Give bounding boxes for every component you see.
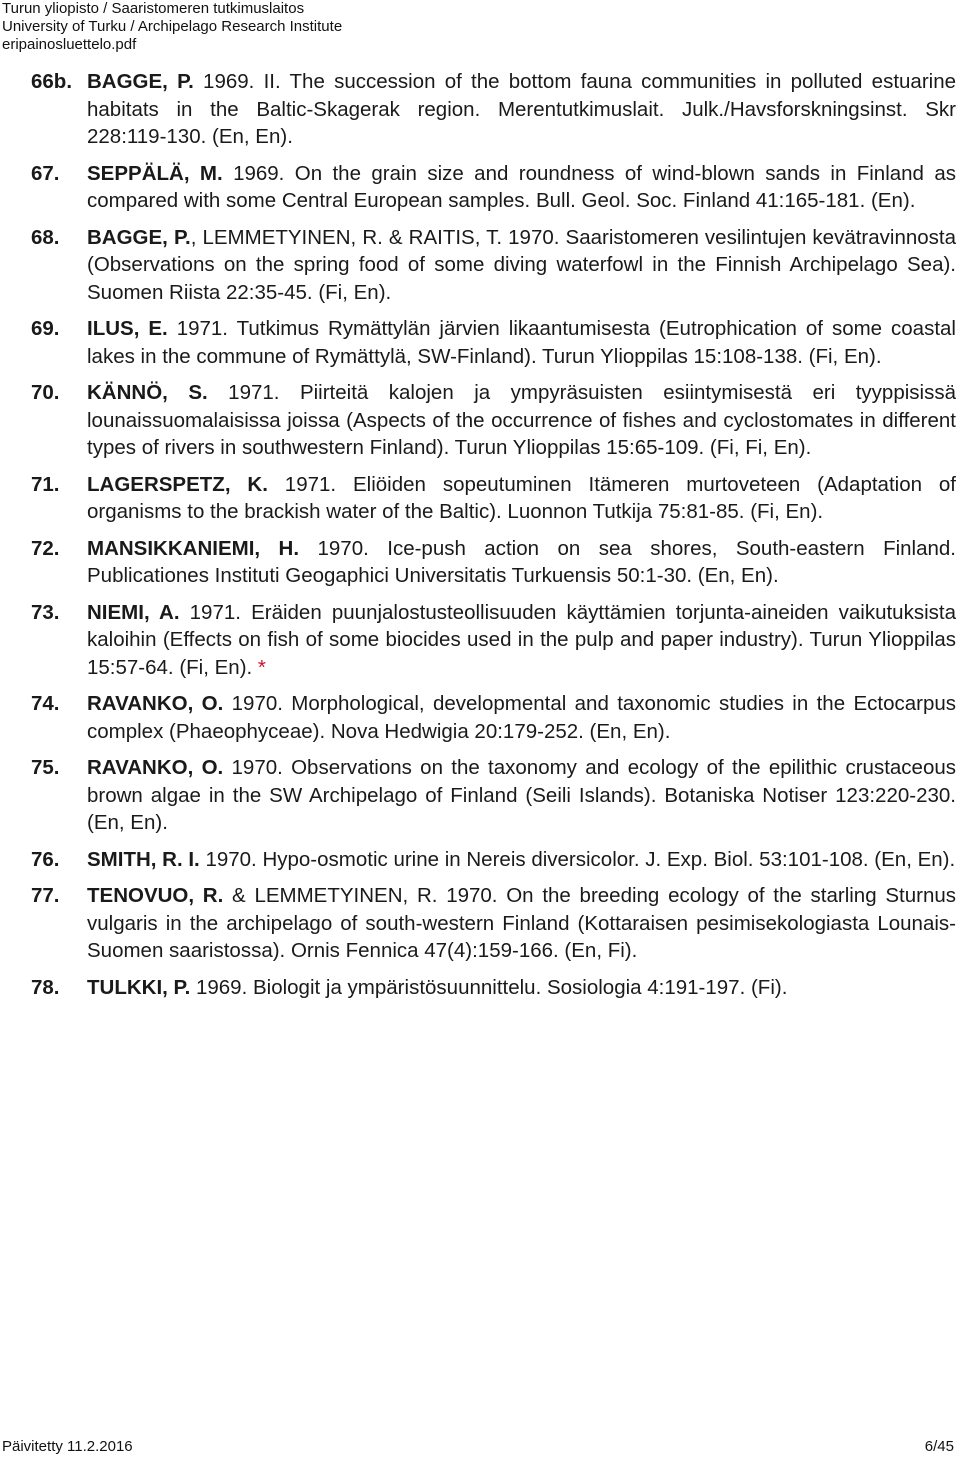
footer-page-number: 6/45 <box>924 1438 954 1455</box>
entry-text <box>87 315 956 370</box>
entry-details: 1970. Morphological, developmental and taxonomic studies in the Ectocarpus complex (Phaeophyceae). Nova Hedwigia 20:179-252. (En, En). <box>87 692 957 743</box>
reference-entry <box>31 315 956 370</box>
entry-author: TULKKI, P. <box>87 975 191 999</box>
entry-text <box>87 754 956 837</box>
entry-author: BAGGE, P. <box>87 70 194 93</box>
entry-number: 78. <box>31 975 60 999</box>
page-header <box>2 0 342 54</box>
entry-text <box>87 882 956 965</box>
entry-details: 1969. II. The succession of the bottom fauna communities in polluted estuarine habitats in the Baltic-Skagerak region. Merentutkimuslait. Julk./Havsforskningsinst. Skr 228:119-130. (En, En). <box>87 70 956 148</box>
entry-text <box>87 599 956 682</box>
entry-author: RAVANKO, O. <box>87 692 224 715</box>
entry-number: 71. <box>31 472 60 496</box>
entry-author: TENOVUO, R. <box>87 884 224 907</box>
entry-details: 1969. On the grain size and roundness of wind-blown sands in Finland as compared with some Central European samples. Bull. Geol. Soc. Finland 41:165-181. (En). <box>87 161 956 212</box>
entry-author: SMITH, R. I. <box>87 847 200 871</box>
entry-details: 1971. Tutkimus Rymättylän järvien likaantumisesta (Eutrophication of some coastal lakes in the commune of Rymättylä, SW-Finland). Turun Ylioppilas 15:108-138. (Fi, En). <box>87 317 956 368</box>
header-line-3: eripainosluettelo.pdf <box>2 36 137 53</box>
reference-entry <box>31 471 956 526</box>
entry-details: 1970. Observations on the taxonomy and ecology of the epilithic crustaceous brown algae in the SW Archipelago of Finland (Seili Islands). Botaniska Notiser 123:220-230. (En, En). <box>87 756 956 834</box>
entry-details: & LEMMETYINEN, R. 1970. On the breeding ecology of the starling Sturnus vulgaris in the archipelago of south-western Finland (Kottaraisen pesimisekologiasta Lounais-Suomen saaristossa). Ornis Fennica 47(4):159-166. (En, Fi). <box>87 884 956 962</box>
entry-author: RAVANKO, O. <box>87 756 224 779</box>
entry-details: 1969. Biologit ja ympäristösuunnittelu. Sosiologia 4:191-197. (Fi). <box>190 975 788 999</box>
entry-author: MANSIKKANIEMI, H. <box>87 536 300 560</box>
entry-marker: * <box>257 655 266 679</box>
reference-entry <box>31 160 956 215</box>
entry-number: 66b. <box>31 70 73 93</box>
reference-entry <box>31 535 956 590</box>
entry-details: , LEMMETYINEN, R. & RAITIS, T. 1970. Saaristomeren vesilintujen kevätravinnosta (Observations on the spring food of some diving waterfowl in the Finnish Archipelago Sea). Suomen Riista 22:35-45. (Fi, En). <box>87 225 957 304</box>
reference-entry <box>31 974 956 1002</box>
entry-details: 1971. Eliöiden sopeutuminen Itämeren murtoveteen (Adaptation of organisms to the brackish water of the Baltic). Luonnon Tutkija 75:81-85. (Fi, En). <box>87 472 956 523</box>
entry-number: 72. <box>31 536 60 560</box>
entry-number: 69. <box>31 317 60 340</box>
reference-entry <box>31 846 956 874</box>
entry-number: 76. <box>31 847 60 871</box>
entry-text <box>87 379 956 462</box>
entry-text <box>87 471 956 526</box>
entry-text <box>87 690 956 745</box>
entry-author: SEPPÄLÄ, M. <box>87 161 223 185</box>
entry-author: KÄNNÖ, S. <box>87 381 208 404</box>
entry-number: 75. <box>31 756 60 779</box>
entry-author: LAGERSPETZ, K. <box>87 472 268 496</box>
reference-entry <box>31 68 956 151</box>
reference-entry <box>31 599 956 682</box>
entry-text <box>87 224 956 307</box>
entry-number: 74. <box>31 692 60 715</box>
reference-list <box>31 68 956 1001</box>
entry-text <box>87 160 956 215</box>
entry-number: 67. <box>31 161 60 185</box>
entry-author: ILUS, E. <box>87 317 168 340</box>
entry-text <box>87 974 956 1002</box>
entry-number: 73. <box>31 600 60 624</box>
entry-number: 77. <box>31 884 60 907</box>
entry-author: BAGGE, P. <box>87 225 191 249</box>
footer-updated-date: Päivitetty 11.2.2016 <box>2 1438 133 1455</box>
header-line-1: Turun yliopisto / Saaristomeren tutkimuslaitos <box>2 0 305 17</box>
reference-entry <box>31 754 956 837</box>
entry-author: NIEMI, A. <box>87 600 180 624</box>
reference-entry <box>31 379 956 462</box>
entry-details: 1970. Ice-push action on sea shores, South-eastern Finland. Publicationes Instituti Geogaphici Universitatis Turkuensis 50:1-30. (En, En). <box>87 536 957 587</box>
entry-text <box>87 68 956 151</box>
reference-entry <box>31 882 956 965</box>
entry-details: 1970. Hypo-osmotic urine in Nereis diversicolor. J. Exp. Biol. 53:101-108. (En, En). <box>199 847 956 871</box>
entry-text <box>87 846 956 874</box>
page-footer <box>2 1438 954 1456</box>
reference-entry <box>31 690 956 745</box>
entry-details: 1971. Eräiden puunjalostusteollisuuden käyttämien torjunta-aineiden vaikutuksista kaloihin (Effects on fish of some biocides used in the pulp and paper industry). Turun Ylioppilas 15:57-64. (Fi, En). <box>87 600 956 679</box>
reference-entry <box>31 224 956 307</box>
entry-number: 68. <box>31 225 60 249</box>
entry-text <box>87 535 956 590</box>
header-line-2: University of Turku / Archipelago Research Institute <box>2 18 343 35</box>
entry-details: 1971. Piirteitä kalojen ja ympyräsuisten esiintymisestä eri tyyppisissä lounaissuomalaisissa joissa (Aspects of the occurrence of fishes and cyclostomates in different types of rivers in southwestern Finland). Turun Ylioppilas 15:65-109. (Fi, Fi, En). <box>87 381 956 459</box>
entry-number: 70. <box>31 381 60 404</box>
